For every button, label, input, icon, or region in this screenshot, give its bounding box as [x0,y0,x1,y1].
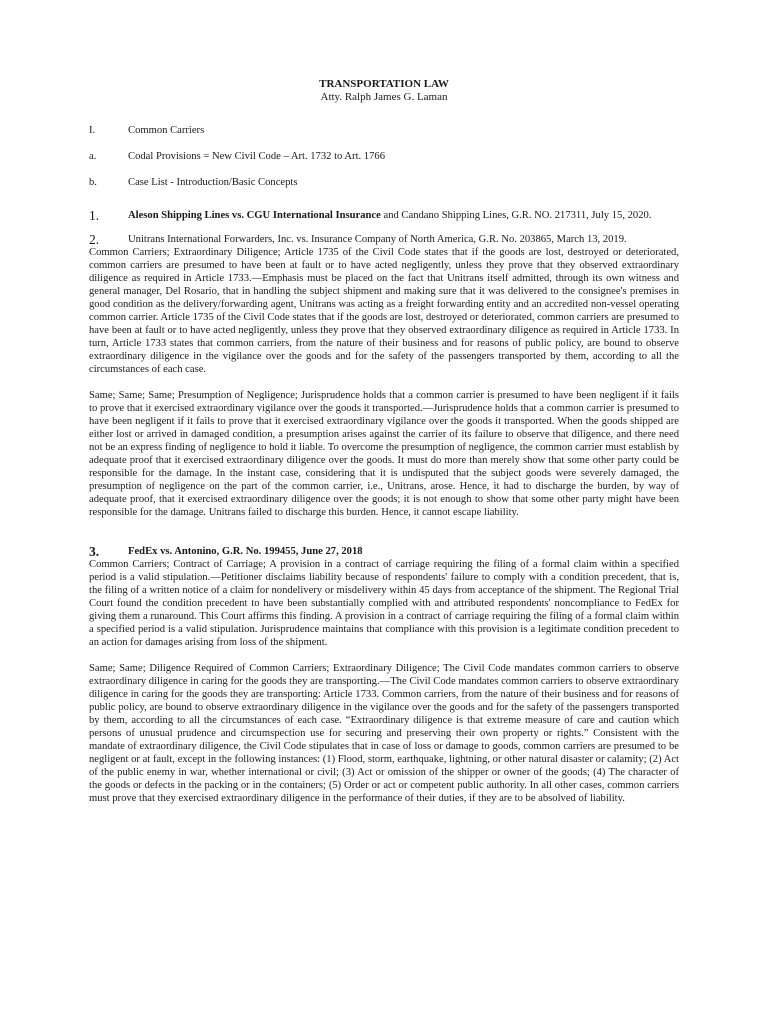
document-page [89,78,679,805]
case-title-rest: and Candano Shipping Lines, G.R. NO. 217311, July 15, 2020. [380,210,652,221]
case-title [128,209,679,222]
document-author: Atty. Ralph James G. Laman [320,91,448,103]
case-number: 3. [89,544,100,559]
outline-marker: b. [89,177,97,188]
case-2-paragraph-1: Common Carriers; Extraordinary Diligence; Article 1735 of the Civil Code states that if the goods are lost, destroyed or deteriorated, common carriers are presumed to have been at fault or to have acted negligently, unless they prove that they observed extraordinary diligence as required in Article 1733.—Emphasis must be placed on the fact that Unitrans itself admitted, through its own witness and general manager, Del Rosario, that in handling the subject shipment and making sure that it was delivered to the consignee's premises in good condition as the delivery/forwarding agent, Unitrans was acting as a freight forwarding entity and an accredited non-vessel operating common carrier. Article 1735 of the Civil Code states that if the goods are lost, destroyed or deteriorated, common carriers are presumed to have been at fault or to have acted negligently, unless they prove that they observed extraordinary diligence as required in Article 1733. In turn, Article 1733 states that common carriers, from the nature of their business and for reasons of public policy, are bound to observe extraordinary diligence in the vigilance over the goods and for the safety of the passengers transported by them, according to all the circumstances of each case. [89,247,679,375]
case-title-rest: Unitrans International Forwarders, Inc. vs. Insurance Company of North America, G.R. No. 203865, March 13, 2019. [128,234,627,245]
case-3-paragraph-2: Same; Same; Diligence Required of Common Carriers; Extraordinary Diligence; The Civil Code mandates common carriers to observe extraordinary diligence in caring for the goods they are transporting.—The Civil Code mandates common carriers to observe extraordinary diligence in caring for the goods they are transporting: Article 1733. Common carriers, from the nature of their business and for reasons of public policy, are bound to observe extraordinary diligence in the vigilance over the goods and for the safety of the passengers transported by them, according to all the circumstances of each case. “Extraordinary diligence is that extreme measure of care and caution which persons of unusual prudence and circumspection use for securing and preserving their own property or rights.” Consistent with the mandate of extraordinary diligence, the Civil Code stipulates that in case of loss or damage to goods, common carriers are presumed to be negligent or at fault, except in the following instances: (1) Flood, storm, earthquake, lightning, or other natural disaster or calamity; (2) Act of the public enemy in war, whether international or civil; (3) Act or omission of the shipper or owner of the goods; (4) The character of the goods or defects in the packing or in the containers; (5) Order or act or competent public authority. In all other cases, common carriers must prove that they exercised extraordinary diligence in the performance of their duties, if they are to be absolved of liability. [89,663,679,804]
case-title [128,233,679,246]
case-heading-3 [89,545,679,558]
document-title: TRANSPORTATION LAW [319,78,449,90]
outline-item-codal-provisions [89,150,679,163]
outline-marker: a. [89,151,97,162]
outline-marker: I. [89,125,96,136]
outline-item-common-carriers [89,124,679,137]
case-heading-1 [89,209,679,222]
case-number: 2. [89,232,100,247]
case-title-bold: Aleson Shipping Lines vs. CGU International Insurance [128,210,381,221]
case-3-paragraph-1: Common Carriers; Contract of Carriage; A provision in a contract of carriage requiring the filing of a formal claim within a specified period is a valid stipulation.—Petitioner disclaims liability because of respondents' failure to comply with a condition precedent, that is, the filing of a written notice of a claim for nondelivery or misdelivery within 45 days from acceptance of the shipment. The Regional Trial Court found the condition precedent to have been substantially complied with and attributed respondents' noncompliance to FedEx for giving them a runaround. This Court affirms this finding. A provision in a contract of carriage requiring the filing of a formal claim within a specified period is a valid stipulation. Jurisprudence maintains that compliance with this provision is a legitimate condition precedent to an action for damages arising from loss of the shipment. [89,559,679,648]
outline-text: Case List - Introduction/Basic Concepts [128,177,298,188]
case-title-bold: FedEx vs. Antonino, G.R. No. 199455, June 27, 2018 [128,546,363,557]
case-number: 1. [89,208,100,223]
outline-item-case-list [89,176,679,189]
case-title [128,545,679,558]
case-heading-2 [89,233,679,246]
case-2-paragraph-2: Same; Same; Same; Presumption of Negligence; Jurisprudence holds that a common carrier is presumed to have been negligent if it fails to prove that it exercised extraordinary vigilance over the goods it transported.—Jurisprudence holds that a common carrier is presumed to have been negligent if it fails to prove that it exercised extraordinary vigilance over the goods it transported. When the goods shipped are either lost or arrived in damaged condition, a presumption arises against the carrier of its failure to observe that diligence, and there need not be an express finding of negligence to hold it liable. To overcome the presumption of negligence, the common carrier must establish by adequate proof that it exercised extraordinary diligence over the goods. It must do more than merely show that some other party could be responsible for the damage. In the instant case, considering that it is undisputed that the subject goods were severely damaged, the presumption of negligence on the part of the common carrier, i.e., Unitrans, arose. Hence, it had to discharge the burden, by way of adequate proof, that it exercised extraordinary diligence over the goods; it is not enough to show that some other party might have been responsible for the damage. Unitrans failed to discharge this burden. Hence, it cannot escape liability. [89,390,679,518]
outline-text: Common Carriers [128,125,205,136]
outline-text: Codal Provisions = New Civil Code – Art. 1732 to Art. 1766 [128,151,385,162]
